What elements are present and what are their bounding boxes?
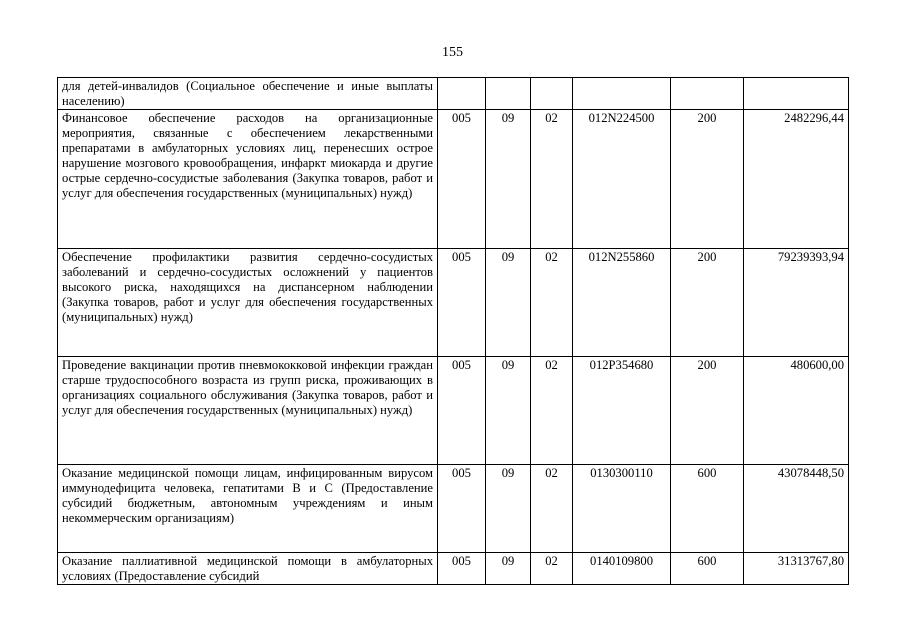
- row-ministry-code: [438, 78, 486, 110]
- row-expense-type: 200: [671, 110, 744, 249]
- row-section-code: 09: [486, 357, 531, 465]
- row-subsection-code: [531, 78, 573, 110]
- row-target-code: 012N255860: [573, 249, 671, 357]
- row-expense-type: 200: [671, 357, 744, 465]
- table-row: [58, 357, 849, 465]
- table-row: [58, 249, 849, 357]
- row-subsection-code: 02: [531, 465, 573, 553]
- row-amount: 43078448,50: [744, 465, 849, 553]
- row-amount: 2482296,44: [744, 110, 849, 249]
- row-ministry-code: 005: [438, 249, 486, 357]
- row-subsection-code: 02: [531, 553, 573, 585]
- row-ministry-code: 005: [438, 465, 486, 553]
- row-description: Оказание медицинской помощи лицам, инфицированным вирусом иммунодефицита человека, гепатитами B и C (Предоставление субсидий бюджетным, автономным учреждениям и иным некоммерческим организациям): [58, 465, 438, 553]
- row-expense-type: [671, 78, 744, 110]
- row-description: Проведение вакцинации против пневмококковой инфекции граждан старше трудоспособного возраста из групп риска, проживающих в организациях социального обслуживания (Закупка товаров, работ и услуг для обеспечения государственных (муниципальных) нужд): [58, 357, 438, 465]
- row-target-code: [573, 78, 671, 110]
- row-amount: 480600,00: [744, 357, 849, 465]
- row-section-code: 09: [486, 465, 531, 553]
- row-description: для детей-инвалидов (Социальное обеспечение и иные выплаты населению): [58, 78, 438, 110]
- budget-table: [57, 77, 849, 585]
- row-target-code: 0130300110: [573, 465, 671, 553]
- table-row: [58, 78, 849, 110]
- row-subsection-code: 02: [531, 249, 573, 357]
- row-amount: 79239393,94: [744, 249, 849, 357]
- row-amount: [744, 78, 849, 110]
- row-target-code: 012P354680: [573, 357, 671, 465]
- row-ministry-code: 005: [438, 357, 486, 465]
- row-description: Оказание паллиативной медицинской помощи в амбулаторных условиях (Предоставление субсидий: [58, 553, 438, 585]
- table-row: [58, 465, 849, 553]
- row-description: Обеспечение профилактики развития сердечно-сосудистых заболеваний и сердечно-сосудистых осложнений у пациентов высокого риска, находящихся на диспансерном наблюдении (Закупка товаров, работ и услуг для обеспечения государственных (муниципальных) нужд): [58, 249, 438, 357]
- table-row: [58, 110, 849, 249]
- row-ministry-code: 005: [438, 110, 486, 249]
- row-expense-type: 600: [671, 553, 744, 585]
- row-section-code: 09: [486, 249, 531, 357]
- row-section-code: [486, 78, 531, 110]
- row-expense-type: 600: [671, 465, 744, 553]
- row-subsection-code: 02: [531, 357, 573, 465]
- row-target-code: 012N224500: [573, 110, 671, 249]
- row-target-code: 0140109800: [573, 553, 671, 585]
- row-amount: 31313767,80: [744, 553, 849, 585]
- row-section-code: 09: [486, 110, 531, 249]
- row-section-code: 09: [486, 553, 531, 585]
- table-row: [58, 553, 849, 585]
- row-ministry-code: 005: [438, 553, 486, 585]
- row-subsection-code: 02: [531, 110, 573, 249]
- row-description: Финансовое обеспечение расходов на организационные мероприятия, связанные с обеспечением лекарственными препаратами в амбулаторных условиях лиц, перенесших острое нарушение мозгового кровообращения, инфаркт миокарда и другие острые сердечно-сосудистые заболевания (Закупка товаров, работ и услуг для обеспечения государственных (муниципальных) нужд): [58, 110, 438, 249]
- page-number: 155: [442, 45, 463, 60]
- row-expense-type: 200: [671, 249, 744, 357]
